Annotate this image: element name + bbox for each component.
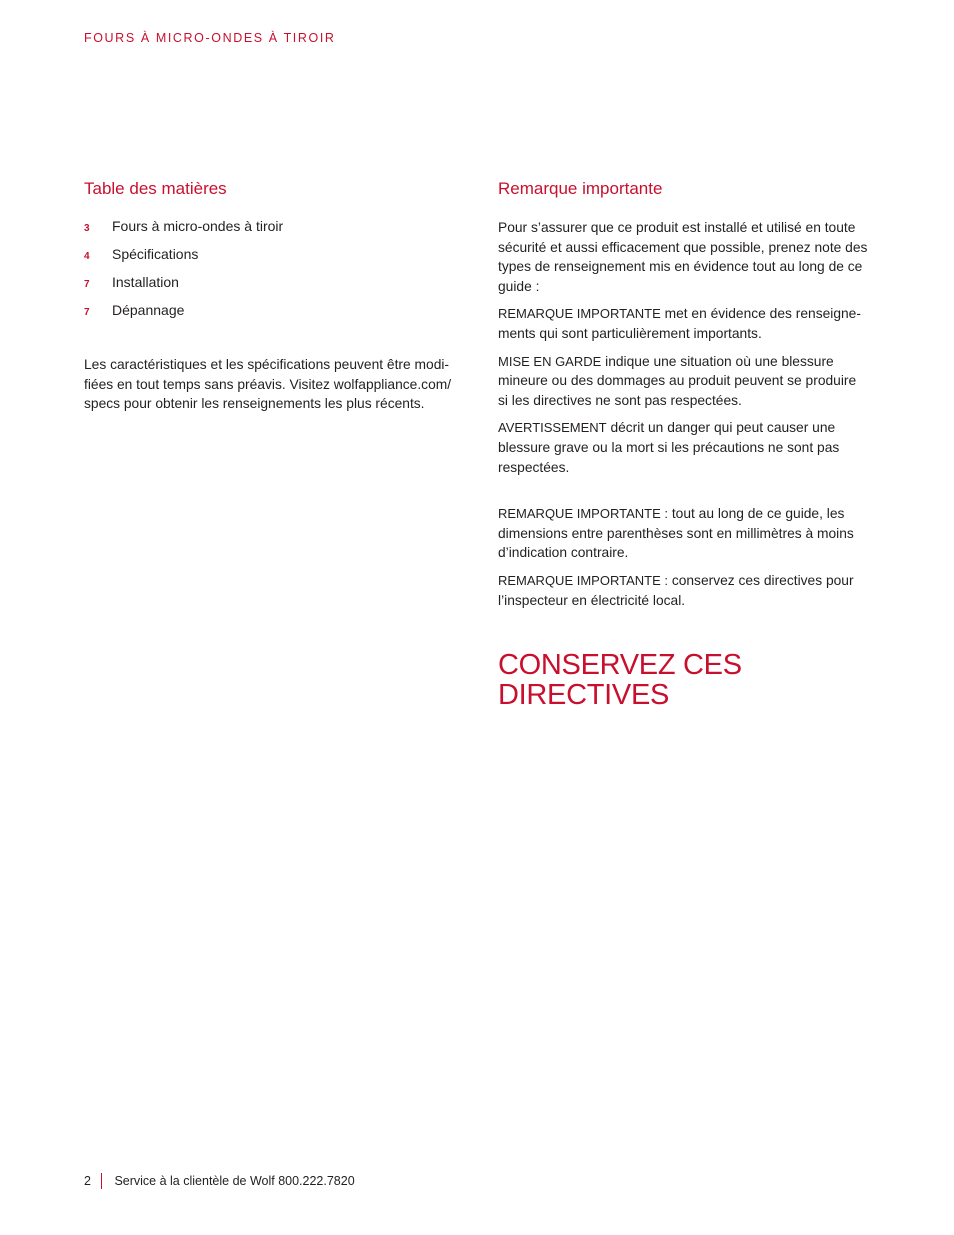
- toc-label: Fours à micro-ondes à tiroir: [112, 218, 284, 234]
- toc-page-number: 7: [84, 307, 90, 318]
- keep-instructions-note: REMARQUE IMPORTANTE : conservez ces directives pour l’inspecteur en électricité local.: [498, 572, 854, 608]
- toc-page-number: 4: [84, 251, 90, 262]
- running-header: FOURS À MICRO-ONDES À TIROIR: [84, 31, 336, 45]
- term-important: REMARQUE IMPORTANTE :: [498, 572, 668, 588]
- important-note-definition: REMARQUE IMPORTANTE met en évidence des renseigne- ments qui sont particulièrement importants.: [498, 306, 861, 341]
- toc-page-number: 7: [84, 279, 90, 290]
- notice-title: Remarque importante: [498, 179, 663, 198]
- toc-list: [84, 218, 464, 330]
- toc-page-number: 3: [84, 223, 90, 234]
- notice-intro: Pour s’assurer que ce produit est installé et utilisé en toute sécurité et aussi efficacement que possible, prenez note des types de renseignement mis en évidence tout au long de ce guide :: [498, 220, 868, 294]
- warning-definition: AVERTISSEMENT décrit un danger qui peut causer une blessure grave ou la mort si les précautions ne sont pas respectées.: [498, 420, 840, 475]
- toc-label: Installation: [112, 274, 179, 290]
- spacer: [498, 485, 883, 504]
- notice-column: [498, 177, 883, 710]
- page-footer: [84, 1173, 355, 1189]
- customer-service-text: Service à la clientèle de Wolf 800.222.7820: [114, 1174, 355, 1188]
- term-important: REMARQUE IMPORTANTE: [498, 306, 661, 322]
- save-instructions-heading: CONSERVEZ CES DIRECTIVES: [498, 649, 742, 712]
- page-number: 2: [84, 1174, 91, 1188]
- term-caution: MISE EN GARDE: [498, 353, 602, 369]
- caution-definition: MISE EN GARDE indique une situation où une blessure mineure ou des dommages au produit peuvent se produire si les directives ne sont pas respectées.: [498, 353, 857, 408]
- specs-disclaimer: Les caractéristiques et les spécifications peuvent être modi- fiées en tout temps sans préavis. Visitez wolfappliance.com/ specs pour obtenir les renseignements les plus récents.: [84, 357, 452, 412]
- toc-title: Table des matières: [84, 179, 227, 198]
- footer-divider: [101, 1173, 103, 1189]
- toc-column: [84, 177, 464, 422]
- toc-label: Spécifications: [112, 246, 199, 262]
- term-important: REMARQUE IMPORTANTE :: [498, 506, 668, 522]
- toc-item[interactable]: [84, 274, 464, 302]
- toc-label: Dépannage: [112, 302, 185, 318]
- term-warning: AVERTISSEMENT: [498, 420, 607, 436]
- toc-item[interactable]: [84, 218, 464, 246]
- toc-item[interactable]: [84, 302, 464, 330]
- toc-item[interactable]: [84, 246, 464, 274]
- dimensions-note: REMARQUE IMPORTANTE : tout au long de ce guide, les dimensions entre parenthèses sont en millimètres à moins d’indication contraire.: [498, 506, 854, 561]
